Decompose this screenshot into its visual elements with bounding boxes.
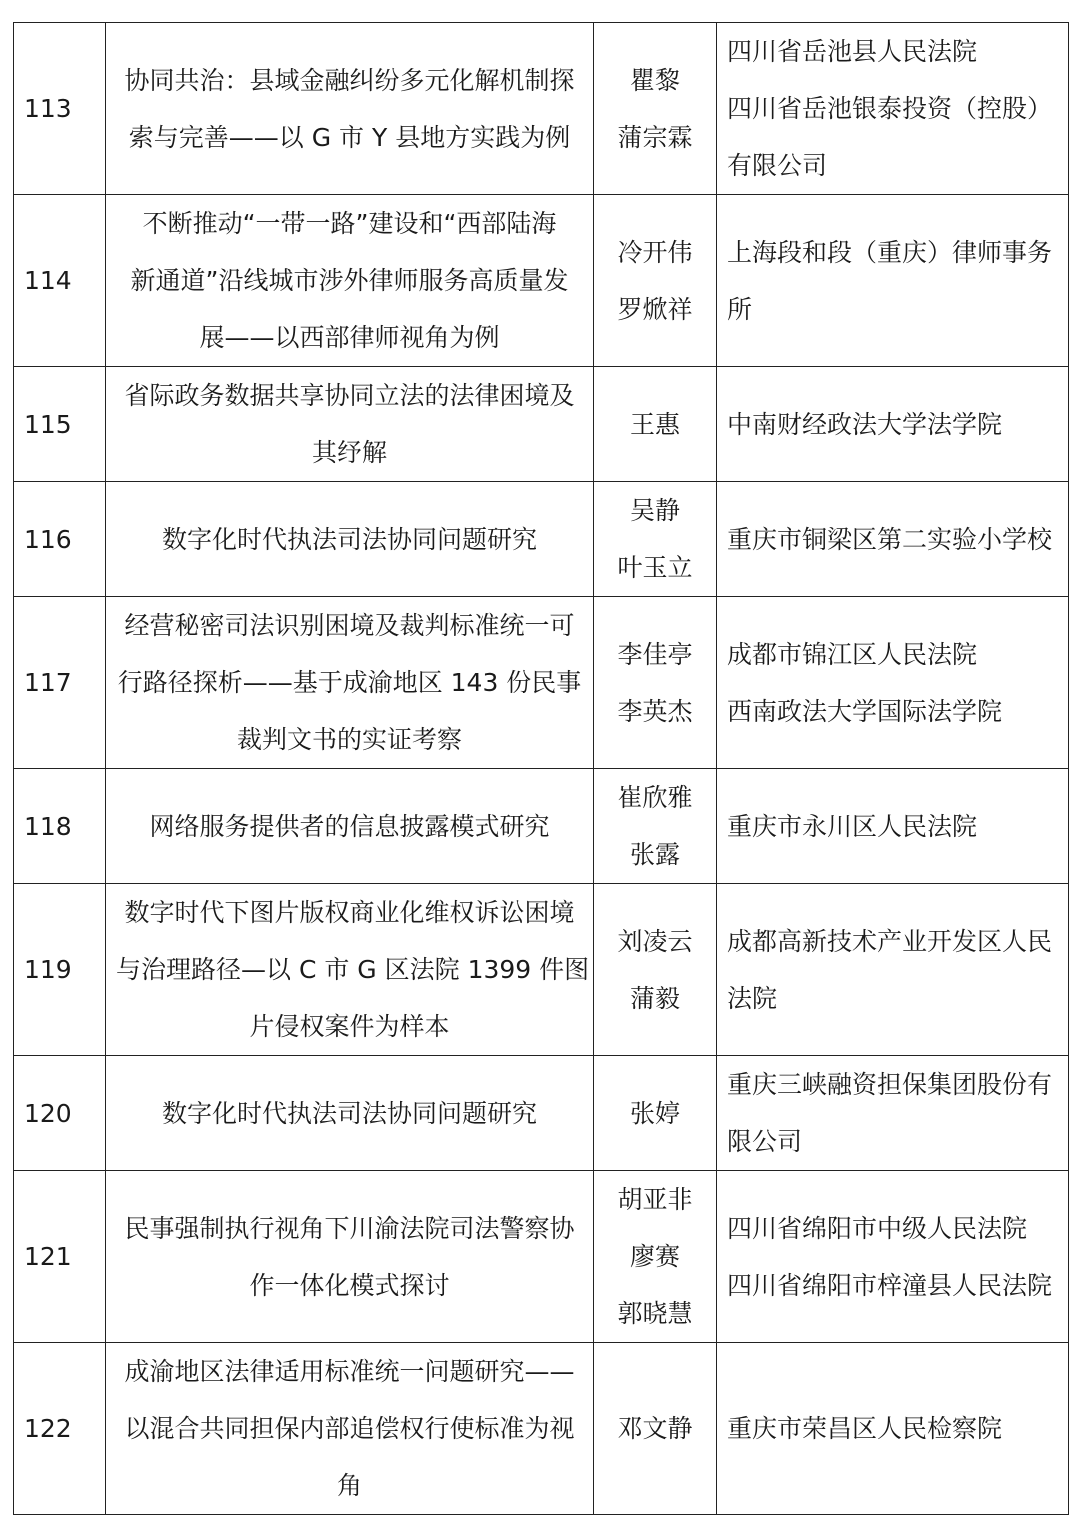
authors: [594, 482, 717, 597]
paper-title-line: 作一体化模式探讨: [249, 1270, 450, 1300]
authors: [594, 1056, 717, 1171]
authors-line: 吴静: [629, 496, 680, 525]
paper-title-line: 片侵权案件为样本: [249, 1012, 450, 1041]
paper-title: [106, 1343, 594, 1515]
paper-title-line: 网络服务提供者的信息披露模式研究: [149, 811, 550, 841]
affiliation: [717, 1343, 1069, 1515]
authors-line: 蒲宗霖: [617, 122, 693, 152]
table-row: [14, 482, 1069, 597]
affiliation-line: 法院: [727, 983, 778, 1013]
authors-line: 胡亚非: [617, 1185, 693, 1214]
authors-line: 邓文静: [617, 1414, 693, 1443]
affiliation-line: 成都市锦江区人民法院: [727, 639, 978, 669]
paper-title-line: 展——以西部律师视角为例: [199, 323, 500, 352]
paper-title-line: 不断推动“一带一路”建设和“西部陆海: [142, 209, 557, 238]
affiliation-line: 重庆市荣昌区人民检察院: [727, 1414, 1003, 1443]
affiliation-line: 西南政法大学国际法学院: [727, 696, 1003, 726]
paper-title-line: 角: [336, 1471, 362, 1500]
table-row: [14, 597, 1069, 769]
affiliation-line: 重庆三峡融资担保集团股份有: [727, 1070, 1053, 1099]
authors-line: 郭晓慧: [617, 1299, 693, 1328]
paper-title-line: 行路径探析——基于成渝地区 143 份民事: [117, 668, 582, 697]
authors: [594, 597, 717, 769]
authors-line: 冷开伟: [617, 237, 693, 267]
paper-title: [106, 597, 594, 769]
paper-title: [106, 482, 594, 597]
authors: [594, 769, 717, 884]
authors-line: 李英杰: [617, 696, 693, 726]
paper-title-line: 裁判文书的实证考察: [236, 725, 462, 754]
paper-title-line: 民事强制执行视角下川渝法院司法警察协: [124, 1213, 575, 1243]
paper-title-line: 新通道”沿线城市涉外律师服务高质量发: [130, 266, 569, 295]
table-row: [14, 769, 1069, 884]
affiliation-line: 中南财经政法大学法学院: [727, 409, 1003, 439]
table-row: [14, 884, 1069, 1056]
row-number: 119: [14, 884, 106, 1056]
paper-title: [106, 884, 594, 1056]
authors-line: 刘凌云: [617, 926, 693, 956]
table-row: [14, 367, 1069, 482]
authors-line: 张婷: [629, 1098, 680, 1128]
paper-title-line: 索与完善——以 G 市 Y 县地方实践为例: [128, 122, 571, 152]
authors: [594, 1171, 717, 1343]
paper-title: [106, 1056, 594, 1171]
authors: [594, 367, 717, 482]
authors-line: 廖赛: [629, 1242, 680, 1271]
authors: [594, 884, 717, 1056]
papers-table-body: [14, 23, 1069, 1515]
authors: [594, 195, 717, 367]
affiliation: [717, 23, 1069, 195]
paper-title-line: 省际政务数据共享协同立法的法律困境及: [124, 381, 575, 410]
paper-title-line: 数字化时代执法司法协同问题研究: [161, 524, 537, 554]
paper-title: [106, 195, 594, 367]
authors: [594, 1343, 717, 1515]
affiliation-line: 成都高新技术产业开发区人民: [727, 926, 1053, 956]
authors-line: 崔欣雅: [617, 783, 693, 812]
row-number: 115: [14, 367, 106, 482]
papers-table: [13, 22, 1069, 1515]
paper-title-line: 数字化时代执法司法协同问题研究: [161, 1098, 537, 1128]
paper-title-line: 以混合共同担保内部追偿权行使标准为视: [124, 1414, 575, 1443]
row-number: 122: [14, 1343, 106, 1515]
row-number: 120: [14, 1056, 106, 1171]
paper-title-line: 数字时代下图片版权商业化维权诉讼困境: [124, 898, 575, 927]
table-row: [14, 23, 1069, 195]
affiliation-line: 限公司: [727, 1127, 803, 1156]
table-row: [14, 1343, 1069, 1515]
affiliation: [717, 195, 1069, 367]
affiliation: [717, 482, 1069, 597]
paper-title: [106, 769, 594, 884]
paper-title-line: 协同共治：县域金融纠纷多元化解机制探: [124, 65, 575, 95]
table-row: [14, 1171, 1069, 1343]
affiliation: [717, 597, 1069, 769]
paper-title-line: 成渝地区法律适用标准统一问题研究——: [124, 1357, 575, 1386]
affiliation-line: 上海段和段（重庆）律师事务: [727, 237, 1053, 267]
paper-title: [106, 367, 594, 482]
affiliation-line: 四川省岳池银泰投资（控股）: [727, 94, 1053, 123]
authors-line: 张露: [629, 840, 680, 869]
authors-line: 王惠: [629, 409, 680, 439]
row-number: 117: [14, 597, 106, 769]
affiliation-line: 四川省绵阳市梓潼县人民法院: [727, 1270, 1053, 1300]
row-number: 114: [14, 195, 106, 367]
affiliation: [717, 769, 1069, 884]
row-number: 116: [14, 482, 106, 597]
authors: [594, 23, 717, 195]
affiliation-line: 四川省绵阳市中级人民法院: [727, 1213, 1028, 1243]
paper-title: [106, 23, 594, 195]
affiliation-line: 有限公司: [727, 151, 828, 180]
paper-title: [106, 1171, 594, 1343]
affiliation: [717, 1056, 1069, 1171]
row-number: 113: [14, 23, 106, 195]
paper-title-line: 其纾解: [311, 438, 387, 467]
row-number: 121: [14, 1171, 106, 1343]
paper-title-line: 经营秘密司法识别困境及裁判标准统一可: [124, 611, 575, 640]
affiliation-line: 所: [727, 294, 753, 324]
affiliation-line: 重庆市铜梁区第二实验小学校: [727, 524, 1053, 554]
authors-line: 蒲毅: [629, 983, 680, 1013]
awards-list-document: [13, 22, 1068, 1515]
authors-line: 瞿黎: [629, 65, 680, 95]
paper-title-line: 与治理路径—以 C 市 G 区法院 1399 件图: [116, 955, 590, 984]
affiliation: [717, 1171, 1069, 1343]
authors-line: 李佳亭: [617, 639, 693, 669]
authors-line: 叶玉立: [617, 553, 693, 582]
table-row: [14, 1056, 1069, 1171]
affiliation-line: 四川省岳池县人民法院: [727, 37, 978, 66]
affiliation: [717, 367, 1069, 482]
affiliation: [717, 884, 1069, 1056]
authors-line: 罗焮祥: [617, 294, 693, 324]
table-row: [14, 195, 1069, 367]
row-number: 118: [14, 769, 106, 884]
affiliation-line: 重庆市永川区人民法院: [727, 811, 978, 841]
